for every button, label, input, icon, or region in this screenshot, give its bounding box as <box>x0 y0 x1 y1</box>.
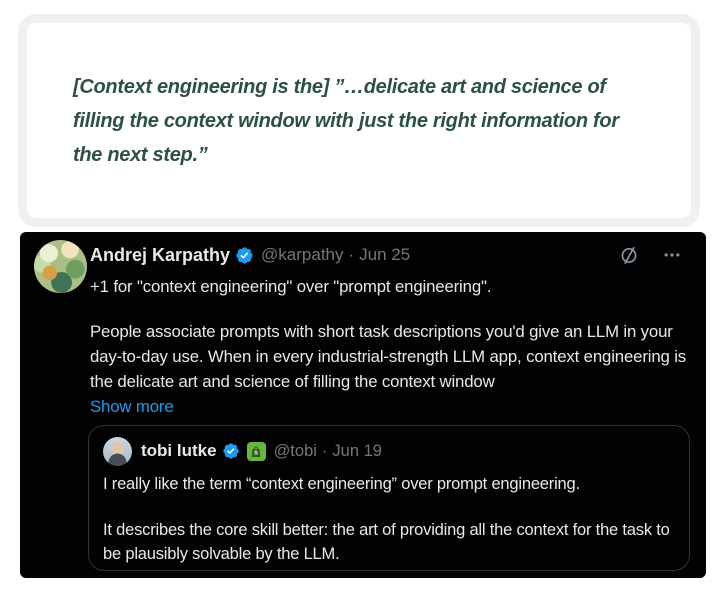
more-icon[interactable] <box>662 245 682 265</box>
author-handle: @karpathy <box>261 245 344 264</box>
pull-quote-text <box>27 23 691 172</box>
pull-quote-line-2: filling the context window with just the right information for <box>73 110 619 132</box>
svg-text:S: S <box>254 450 258 457</box>
author-name[interactable]: Andrej Karpathy <box>90 244 231 265</box>
quoted-author-name[interactable]: tobi lutke <box>141 441 217 460</box>
quoted-tweet-card[interactable] <box>88 425 690 571</box>
quoted-tweet-body <box>103 472 675 566</box>
quoted-author-handle: @tobi <box>273 441 317 460</box>
quoted-author-avatar[interactable] <box>103 437 132 466</box>
tweet-content <box>90 232 692 571</box>
verified-icon <box>235 246 254 265</box>
tweet-text-line1: +1 for "context engineering" over "prompt engineering". <box>90 277 492 296</box>
tweet-body <box>90 274 692 419</box>
quoted-tweet-date[interactable]: Jun 19 <box>332 441 382 460</box>
shopify-badge-icon <box>247 442 266 461</box>
meta-separator: · <box>348 245 355 264</box>
quoted-text-line1: I really like the term “context engineering” over prompt engineering. <box>103 475 580 493</box>
quoted-verified-icon <box>222 442 240 460</box>
quoted-tweet-header <box>103 436 675 466</box>
pull-quote-card <box>18 14 700 227</box>
quoted-text-line2: It describes the core skill better: the art of providing all the context for the task to be plausibly solvable by the LLM. <box>103 521 670 563</box>
tweet-actions <box>618 244 692 266</box>
show-more-link[interactable]: Show more <box>90 397 174 416</box>
pull-quote-line-1: [Context engineering is the] ”…delicate art and science of <box>73 76 606 98</box>
tweet-text-paragraph: People associate prompts with short task descriptions you'd give an LLM in your day-to-day use. When in every industrial-strength LLM app, context engineering is the delicate art and science of filling the context window <box>90 322 687 391</box>
quoted-meta-separator: · <box>321 441 328 460</box>
tweet-date[interactable]: Jun 25 <box>359 245 411 264</box>
author-avatar[interactable] <box>34 240 87 293</box>
grok-icon[interactable] <box>618 244 640 266</box>
tweet-card <box>20 232 706 578</box>
tweet-header <box>90 243 692 267</box>
pull-quote-line-3: the next step.” <box>73 144 208 166</box>
